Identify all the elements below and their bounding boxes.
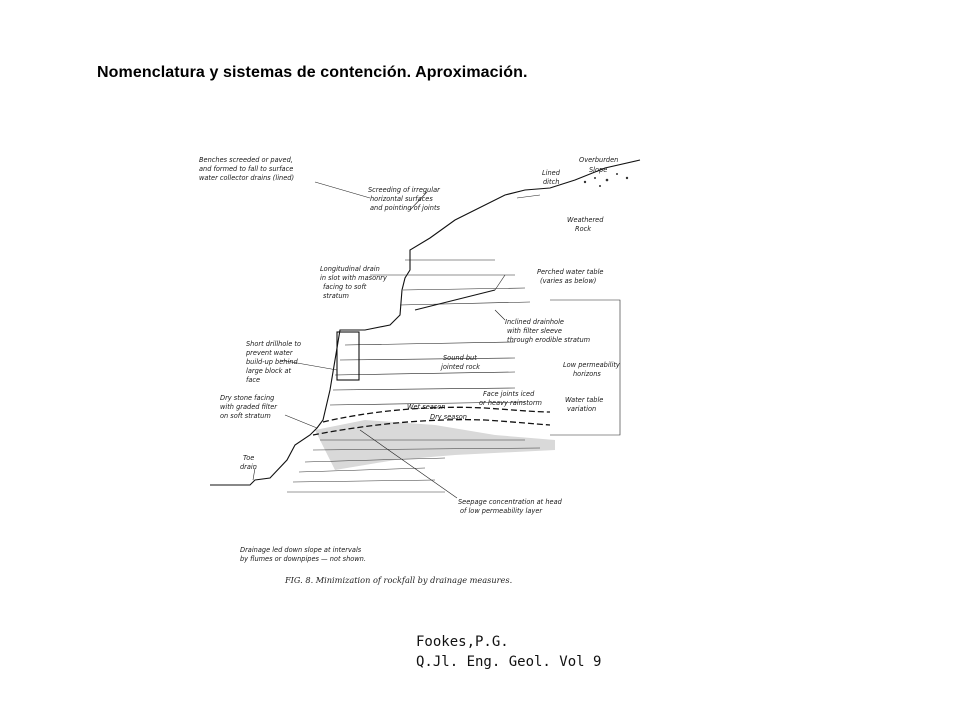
label-drainage-note: Drainage led down slope at intervals by flumes or downpipes — not shown. (240, 546, 366, 563)
label-water-table-variation: Water table variation (565, 396, 604, 413)
label-dry-season: Dry season (430, 413, 467, 421)
label-seepage: Seepage concentration at head of low permeability layer (458, 498, 562, 515)
label-wet-season: Wet season (407, 403, 446, 411)
citation-journal: Q.Jl. Eng. Geol. Vol 9 (416, 654, 602, 670)
label-benches: Benches screeded or paved, and formed to fall to surface water collector drains (lined) (199, 156, 295, 182)
label-short-drillhole: Short drillhole to prevent water build-up behind large block at face (246, 340, 302, 384)
soft-stratum-hatching (287, 420, 555, 492)
masonry-facing (337, 332, 359, 380)
label-toe-drain: Toe drain (240, 454, 257, 471)
inclined-drainhole (415, 290, 495, 310)
slide-title: Nomenclatura y sistemas de contención. Aproximación. (97, 64, 528, 81)
label-perched-water-table: Perched water table (varies as below) (537, 268, 604, 285)
label-dry-stone-facing: Dry stone facing with graded filter on soft stratum (220, 394, 277, 420)
label-weathered: Weathered Rock (567, 216, 604, 233)
label-face-joints: Face joints iced or heavy rainstorm (479, 390, 542, 407)
label-overburden: Overburden Slope (579, 156, 619, 174)
citation-author: Fookes,P.G. (416, 634, 509, 650)
rockfall-drainage-figure (195, 150, 655, 600)
figure-caption: FIG. 8. Minimization of rockfall by drainage measures. (285, 575, 513, 585)
label-sound-rock: Sound but jointed rock (441, 354, 480, 371)
label-lined-ditch: Lined ditch (542, 169, 560, 186)
label-longitudinal-drain: Longitudinal drain in slot with masonry facing to soft stratum (320, 265, 387, 300)
drainage-diagram (195, 150, 655, 600)
citation (416, 632, 601, 672)
label-low-permeability: Low permeability horizons (563, 361, 620, 378)
label-inclined-drainhole: Inclined drainhole with filter sleeve through erodible stratum (505, 318, 591, 344)
overburden-rubble (584, 173, 628, 187)
label-screeding: Screeding of irregular horizontal surfaces and pointing of joints (368, 186, 440, 212)
